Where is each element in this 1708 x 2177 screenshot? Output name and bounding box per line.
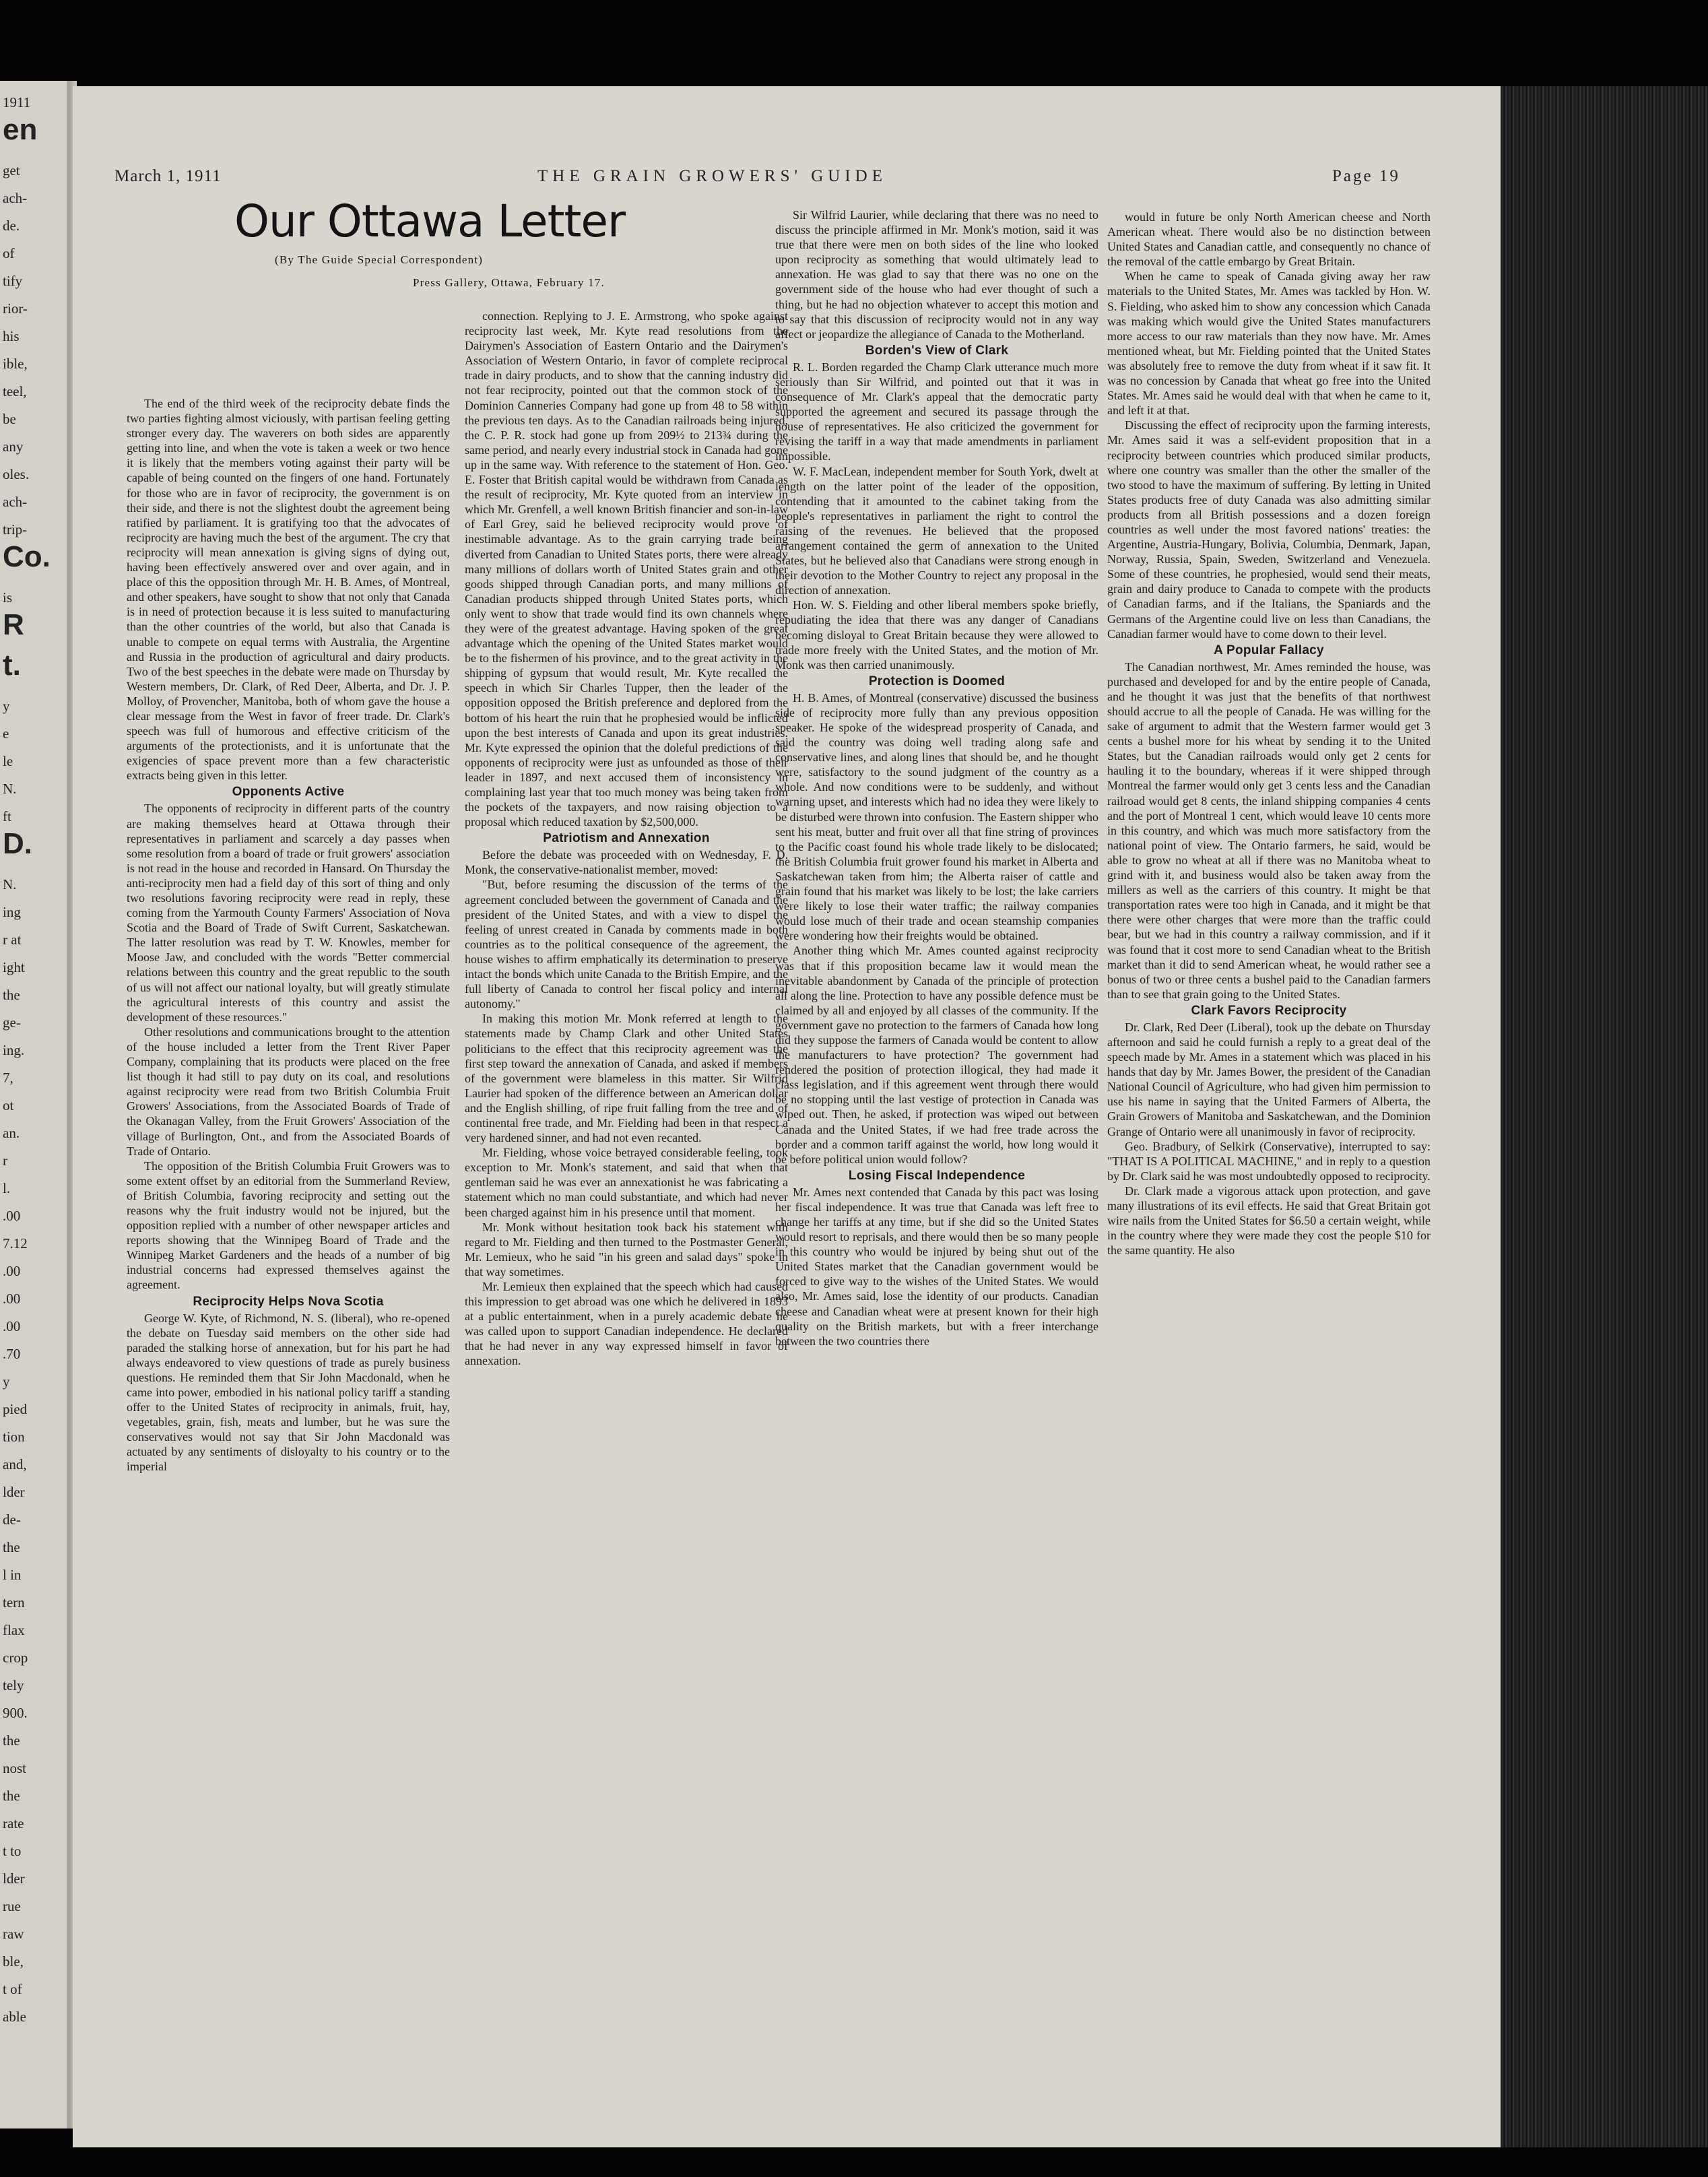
- left-page-fragment: N.: [3, 781, 17, 797]
- left-page-fragment: .00: [3, 1318, 21, 1334]
- left-page-fragment: e: [3, 725, 9, 742]
- left-page-fragment: .00: [3, 1263, 21, 1279]
- paragraph: connection. Replying to J. E. Armstrong, who spoke against reciprocity last week, Mr. Kyte read resolutions from the Dairymen's Association of Eastern Ontario and the Dairymen's Association of Western Ontario, in favor of complete reciprocal trade in dairy products, and to show that the canning industry did not fear reciprocity, pointed out that the common stock of the Dominion Canneries Company had gone up from 48 to 58 within the previous ten days. As to the Canadian railroads being injured, the C. P. R. stock had gone up from 209½ to 213¾ during the same period, and nearly every industrial stock in Canada had gone up in the same way. With reference to the statement of Hon. Geo. E. Foster that British capital would be withdrawn from Canada as the result of reciprocity, Mr. Kyte quoted from an interview in which Mr. Grenfell, a well known British financier and son-in-law of Earl Grey, said he believed reciprocity would prove of inestimable advantage. As to the grain carrying trade being diverted from Canadian to United States ports, there were already many millions of dollars worth of United States grain and other goods shipped through Canadian ports, and many millions of Canadian products shipped through United States ports, which only went to show that trade would find its own channels where they were of the greatest advantage. Having spoken of the great advantage which the opening of the United States market would be to the fishermen of his province, and to the great activity in the shipping of gypsum that would result, Mr. Kyte recalled the speech in which Sir Charles Tupper, then the leader of the opposition opposed the British preference and deplored from the bottom of his heart the ruin that he prophesied would be inflicted upon the best interests of Canada and upon its great industries. Mr. Kyte expressed the opinion that the doleful predictions of the opponents of reciprocity were just as unfounded as those of their leader in 1897, and next accused them of inconsistency in complaining last year that too much money was being taken from the pockets of the taxpayers, and now raising objection to a proposal which reduced taxation by $2,500,000.: [465, 309, 788, 829]
- text-column-2: [465, 308, 788, 1369]
- left-page-fragment: Co.: [3, 540, 51, 573]
- left-page-fragment: lder: [3, 1484, 25, 1500]
- left-page-fragment: lder: [3, 1871, 25, 1887]
- left-page-fragment: de.: [3, 218, 20, 234]
- left-page-fragment: the: [3, 1539, 20, 1555]
- left-page-fragment: l.: [3, 1180, 11, 1196]
- left-page-fragment: tely: [3, 1677, 24, 1693]
- section-heading: Clark Favors Reciprocity: [1191, 1003, 1347, 1018]
- left-page-fragment: the: [3, 1732, 20, 1749]
- left-page-fragment: able: [3, 2009, 26, 2025]
- left-page-fragment: y: [3, 698, 10, 714]
- left-page-fragment: .00: [3, 1291, 21, 1307]
- left-page-fragment: 7,: [3, 1070, 13, 1086]
- paragraph: Dr. Clark, Red Deer (Liberal), took up the debate on Thursday afternoon and said he could furnish a reply to a great deal of the speech made by Mr. Ames in a statement which was placed in his hands that day by Mr. James Bower, the president of the Canadian National Council of Agriculture, who had given him permission to use his name in saying that the United Farmers of Alberta, the Grain Growers of Manitoba and Saskatchewan, and the Dominion Grange of Ontario were all unanimously in favor of reciprocity.: [1107, 1020, 1431, 1138]
- left-page-fragment: de-: [3, 1512, 21, 1528]
- paragraph: The Canadian northwest, Mr. Ames reminded the house, was purchased and developed for and by the entire people of Canada, and he thought it was just that the benefits of that northwest should accrue to all the people of Canada. He was willing for the sake of argument to admit that the Western farmer would get 3 cents a bushel more for his wheat by sending it to the United States, but the Canadian railroads would only get 2 cents for hauling it to the boundary, whereas if it were shipped through Montreal the farmer would only get 3 cents less and the Canadian railroad would get 8 cents, the inland shipping companies 4 cents and the port of Montreal 1 cent, which would leave 10 cents more in this country, and which was much more satisfactory from the national point of view. The Ontario farmers, he said, would be able to grow no wheat at all if there was no Manitoba wheat to grind with it, and business would also be taken away from the millers as well as the carriers of this country. It might be that transportation rates were too high in Canada, and it might be that there were other charges that were more than the traffic could bear, but we had in this country a railway commission, and if it was found that it cost more to send Canadian wheat to the British market than it did to send American wheat, he would rather see a bonus of two or three cents a bushel paid to the Canadian farmers than to see that grain going to the United States.: [1107, 659, 1431, 1001]
- left-page-fragment: .70: [3, 1346, 21, 1362]
- left-page-fragment: t.: [3, 649, 21, 682]
- left-page-fragment: get: [3, 162, 20, 178]
- left-page-fragment: rate: [3, 1815, 24, 1831]
- book-page-stack: [1501, 86, 1708, 2147]
- left-page-fragment: pied: [3, 1401, 28, 1417]
- text-column-4: [1107, 209, 1431, 1258]
- left-page-fragment: y: [3, 1373, 10, 1390]
- left-page-fragment: the: [3, 1788, 20, 1804]
- left-page-fragment: ach-: [3, 494, 28, 510]
- left-page-fragment: tion: [3, 1429, 25, 1445]
- paragraph: Discussing the effect of reciprocity upon the farming interests, Mr. Ames said it was a self-evident proposition that in a reciprocity between countries which produced similar products, where one country was smaller than the other the smaller of the two stood to have the maximum of suffering. By letting in United States products free of duty Canada was also admitting similar products from all British possessions and a dozen foreign countries as well under the most favored nations' treaties: the Argentine, Austria-Hungary, Bolivia, Columbia, Denmark, Japan, Norway, Russia, Spain, Sweden, Switzerland and Venezuela. Some of these countries, he prophesied, would send their meats, grain and dairy produce to Canada to compete with the products of Canadian farms, and if the Italians, the Spaniards and the Germans of the Argentine could live on less than Canadians, the Canadian farmer would have to come down to their level.: [1107, 418, 1431, 641]
- left-page-fragment: tify: [3, 273, 23, 289]
- section-heading: Protection is Doomed: [868, 674, 1006, 688]
- left-page-fragment: ing.: [3, 1042, 25, 1058]
- left-page-fragment: ot: [3, 1097, 14, 1113]
- left-page-fragment: oles.: [3, 466, 30, 482]
- paragraph: would in future be only North American cheese and North American wheat. There would also be no distinction between United States and Canadian cattle, and consequently no chance of the removal of the cattle embargo by Great Britain.: [1107, 210, 1431, 269]
- section-heading: Reciprocity Helps Nova Scotia: [193, 1294, 384, 1309]
- paragraph: Geo. Bradbury, of Selkirk (Conservative), interrupted to say: "THAT IS A POLITICAL MACHINE," and in reply to a question by Dr. Clark said he was most undoubtedly opposed to reciprocity.: [1107, 1139, 1431, 1183]
- left-page-fragment: r at: [3, 932, 22, 948]
- section-heading: Opponents Active: [232, 785, 345, 800]
- paragraph: H. B. Ames, of Montreal (conservative) discussed the business side of reciprocity more fully than any previous opposition speaker. He spoke of the widespread prosperity of Canada, and said the country was doing well trading along safe and conservative lines, and along lines that should be, and he thought were, satisfactory to the sound judgment of the country as a whole. And now conditions were to be suddenly, and without warning upset, and interests which had no idea they were likely to be disturbed were thrown into confusion. The Eastern shipper who sent his meat, butter and fruit over all that fine string of provinces to the Pacific coast found his whole trade likely to be dislocated; the British Columbia fruit grower found his market in Alberta and Saskatchewan taken from him; the Alberta raiser of cattle and grain found that his market was likely to be lost; the lake carriers were likely to lose their water traffic; the railway companies would lose much of their trade and ocean steamship companies were wondering how their freights would be obtained.: [775, 690, 1098, 943]
- paragraph: Other resolutions and communications brought to the attention of the house included a letter from the Trent River Paper Company, complaining that its products were placed on the free list though it had still to pay duty on its coal, and resolutions against reciprocity were read from two British Columbia Fruit Growers' Associations, from the Associated Boards of Trade of the Okanagan Valley, from the Fruit Growers' Association of the village of Burlington, Ont., and from the Associated Boards of Trade of Ontario.: [127, 1025, 450, 1158]
- paragraph: "But, before resuming the discussion of the terms of the agreement concluded between the government of Canada and the president of the United States, and with a view to dispel the feeling of unrest created in Canada by comments made in both countries as to the political consequence of the agreement, the house wishes to affirm emphatically its determination to preserve intact the bonds which unite Canada to the British Empire, and the full liberty of Canada to control her fiscal policy and internal autonomy.": [465, 878, 788, 1011]
- left-page-fragment: ible,: [3, 356, 28, 372]
- left-page-fragment: le: [3, 753, 13, 769]
- paragraph: Sir Wilfrid Laurier, while declaring that there was no need to discuss the principle affirmed in Mr. Monk's motion, said it was true that there were men on both sides of the line who looked upon reciprocity as something that would ultimately lead to annexation. He was glad to say that there was no one on the government side of the house who had ever thought of such a thing, but he had no objection whatever to accept this motion and to say that this discussion of reciprocity would not in any way affect or jeopardize the allegiance of Canada to the Motherland.: [775, 208, 1098, 341]
- section-heading: A Popular Fallacy: [1214, 643, 1324, 657]
- article-dateline: Press Gallery, Ottawa, February 17.: [413, 276, 605, 289]
- text-column-1: [127, 396, 450, 1474]
- section-heading: Patriotism and Annexation: [543, 831, 710, 846]
- paragraph: The opponents of reciprocity in different parts of the country are making themselves heard at Ottawa through their representatives in parliament and scarcely a day passes when some resolution from a board of trade or fruit growers' association is not read in the house and recorded in Hansard. On Thursday the anti-reciprocity men had a field day of this sort of thing and only two resolutions favoring reciprocity were read in reply, these coming from the Yarmouth County Farmers' Association of Nova Scotia and the Board of Trade of Swift Current, Saskatchewan. The latter resolution was read by T. W. Knowles, member for Moose Jaw, and concluded with the words "Better commercial relations between this country and the great republic to the south of us will not affect our national loyalty, but will greatly stimulate the agricultural interests of this country and assist the development of these resources.": [127, 802, 450, 1024]
- left-page-fragment: the: [3, 987, 20, 1003]
- paragraph: Mr. Monk without hesitation took back his statement with regard to Mr. Fielding and then turned to the Postmaster General, Mr. Lemieux, who he said "in his green and salad days" spoke in that way sometimes.: [465, 1220, 788, 1278]
- paragraph: W. F. MacLean, independent member for South York, dwelt at length on the latter point of the leader of the opposition, contending that it amounted to the cabinet taking from the people's representatives in parliament the right to control the raising of the revenues. He believed that the proposed arrangement contained the germ of annexation to the United States, but he believed also that Canadians were strong enough in their devotion to the Mother Country to reject any proposal in the direction of annexation.: [775, 464, 1098, 597]
- paragraph: Mr. Ames next contended that Canada by this pact was losing her fiscal independence. It was true that Canada was left free to change her tariffs at any time, but if she did so the United States would resort to reprisals, and there would then be so many people in this country who would be injured by being shut out of the United States market that the Canadian government would be forced to give way to the wishes of the United States. We would also, Mr. Ames said, lose the identity of our products. Canadian cheese and Canadian wheat were at present known for their high quality on the British markets, but with a freer interchange between the two countries there: [775, 1185, 1098, 1348]
- left-page-fragment: be: [3, 411, 16, 427]
- running-header: [73, 167, 1501, 194]
- header-page-number: Page 19: [1332, 167, 1400, 185]
- left-page-fragment: .00: [3, 1208, 21, 1224]
- left-page-fragment: 900.: [3, 1705, 28, 1721]
- section-heading: Borden's View of Clark: [865, 343, 1009, 358]
- left-page-fragment: ft: [3, 808, 11, 824]
- left-page-fragment: any: [3, 438, 24, 455]
- left-page-fragment: ach-: [3, 190, 28, 206]
- left-page-fragment: and,: [3, 1456, 27, 1472]
- left-page-fragment: ge-: [3, 1014, 21, 1031]
- left-page-fragment: 1911: [3, 94, 31, 110]
- adjacent-left-page: [0, 81, 71, 2129]
- left-page-fragment: r: [3, 1152, 7, 1169]
- paragraph: The opposition of the British Columbia Fruit Growers was to some extent offset by an editorial from the Summerland Review, of British Columbia, favoring reciprocity and setting out the reasons why the fruit industry would not be injured, but the opposition replied with a number of other newspaper articles and reports showing that the Winnipeg Board of Trade and the Winnipeg Market Gardeners and the heads of a number of big industrial concerns had expressed themselves against the agreement.: [127, 1159, 450, 1292]
- left-page-fragment: t to: [3, 1843, 22, 1859]
- left-page-fragment: l in: [3, 1567, 22, 1583]
- paragraph: Mr. Fielding, whose voice betrayed considerable feeling, took exception to Mr. Monk's statement, and said that when that gentleman said he was ever an annexationist he was fabricating a statement which no man could substantiate, and which had never been charged against him in his presence until that moment.: [465, 1146, 788, 1219]
- paragraph: R. L. Borden regarded the Champ Clark utterance much more seriously than Sir Wilfrid, and pointed out that it was in consequence of Mr. Clark's appeal that the democratic party supported the agreement and secured its passage through the house of representatives. He also criticized the government for revising the tariff in a way that made amendments in parliament impossible.: [775, 360, 1098, 463]
- left-page-fragment: ble,: [3, 1953, 24, 1970]
- left-page-fragment: ing: [3, 904, 21, 920]
- article-byline: (By The Guide Special Correspondent): [275, 253, 484, 266]
- left-page-fragment: R: [3, 608, 24, 641]
- newspaper-page: [73, 86, 1501, 2147]
- left-page-fragment: raw: [3, 1926, 24, 1942]
- paragraph: Before the debate was proceeded with on Wednesday, F. D. Monk, the conservative-nationalist member, moved:: [465, 848, 788, 877]
- left-page-fragment: rior-: [3, 300, 28, 317]
- text-column-3: [775, 207, 1098, 1349]
- paragraph: In making this motion Mr. Monk referred at length to the statements made by Champ Clark and other United States politicians to the effect that this reciprocity agreement was the first step toward the annexation of Canada, and asked if members of the government were blameless in this matter. Sir Wilfrid Laurier had spoken of the difference between an American dollar and the English shilling, of ripe fruit falling from the tree and of continental free trade, and Mr. Fielding had been in that respect a very hardened sinner, and had not even recanted.: [465, 1012, 788, 1145]
- left-page-fragment: rue: [3, 1898, 21, 1914]
- left-page-fragment: en: [3, 113, 38, 146]
- paragraph: Mr. Lemieux then explained that the speech which had caused this impression to get abroad was one which he delivered in 1893 at a public entertainment, when in a purely academic debate he was called upon to support Canadian independence. He declared that he had never in any way expressed himself in favor of annexation.: [465, 1280, 788, 1368]
- left-page-fragment: nost: [3, 1760, 27, 1776]
- left-page-fragment: teel,: [3, 383, 27, 399]
- left-page-fragment: crop: [3, 1650, 28, 1666]
- paragraph: The end of the third week of the reciprocity debate finds the two parties fighting almost viciously, with partisan feeling getting stronger every day. The waverers on both sides are apparently getting into line, and when the vote is taken a week or two hence it is likely that the members voting against their party will be capable of being counted on the fingers of one hand. Fortunately for those who are in favor of reciprocity, the government is on their side, and there is not the slightest doubt the agreement being ratified by parliament. It is gratifying too that the advocates of reciprocity are having much the best of the argument. The cry that reciprocity will mean annexation is giving signs of dying out, having been effectively answered over and over again, and in place of this the opposition through Mr. H. B. Ames, of Montreal, and other speakers, have sought to show that not only that Canada is in need of protection because it is less suited to manufacturing than the other countries of the world, but also that Canada is unable to compete on equal terms with Australia, the Argentine and Russia in the production of agricultural and dairy products. Two of the best speeches in the debate were made on Thursday by Western members, Dr. Clark, of Red Deer, Alberta, and Dr. J. P. Molloy, of Provencher, Manitoba, both of whom gave the house a clear message from the West in favor of freer trade. Dr. Clark's speech was full of humorous and effective criticism of the arguments of the protectionists, and it is unfortunate that the exigencies of space prevent more than a few characteristic extracts being given in this letter.: [127, 397, 450, 783]
- header-publication: THE GRAIN GROWERS' GUIDE: [537, 167, 888, 185]
- paragraph: Another thing which Mr. Ames counted against reciprocity was that if this proposition became law it would mean the inevitable abandonment by Canada of the principle of protection all along the line. Protection to have any possible defence must be claimed by all and enjoyed by all classes of the community. If the government gave no protection to the farmers of Canada how long did they suppose the farmers of Canada would be content to allow the manufacturers to have protection? The government had rendered the position of protection illogical, they had made it class legislation, and if this agreement went through there would be no stopping until the last vestige of protection in Canada was wiped out. Then, he asked, if protection was wiped out between Canada and the United States, if we had free trade across the border and a common tariff against the world, how long would it be before political union would follow?: [775, 944, 1098, 1166]
- left-page-fragment: trip-: [3, 521, 28, 538]
- left-page-fragment: is: [3, 589, 13, 606]
- paragraph: Hon. W. S. Fielding and other liberal members spoke briefly, repudiating the idea that there was any danger of Canadians becoming disloyal to Great Britain because they were allowed to trade more freely with the United States, and the motion of Mr. Monk was then carried unanimously.: [775, 598, 1098, 672]
- section-heading: Losing Fiscal Independence: [848, 1168, 1026, 1183]
- left-page-fragment: 7.12: [3, 1235, 28, 1252]
- left-page-fragment: N.: [3, 876, 17, 892]
- left-page-fragment: tern: [3, 1594, 25, 1611]
- left-page-fragment: t of: [3, 1981, 22, 1997]
- left-page-fragment: an.: [3, 1125, 20, 1141]
- article-title: Our Ottawa Letter: [234, 195, 626, 247]
- paragraph: Dr. Clark made a vigorous attack upon protection, and gave many illustrations of its evil effects. He said that Great Britain got wire nails from the United States for $6.50 a certain weight, while in the country where they were made they cost the people $10 for the same quantity. He also: [1107, 1183, 1431, 1258]
- left-page-fragment: D.: [3, 827, 32, 860]
- paragraph: George W. Kyte, of Richmond, N. S. (liberal), who re-opened the debate on Tuesday said members on the other side had paraded the stalking horse of annexation, but for his part he had always endeavored to view questions of trade as purely business questions. He reminded them that Sir John Macdonald, when he came into power, embodied in his national policy tariff a standing offer to the United States of reciprocity in animals, fruit, hay, vegetables, grain, fish, meats and lumber, but he was sure the conservatives would not say that Sir John Macdonald was actuated by any sentiments of disloyalty to his country or to the imperial: [127, 1311, 450, 1474]
- paragraph: When he came to speak of Canada giving away her raw materials to the United States, Mr. Ames was tackled by Hon. W. S. Fielding, who asked him to show any concession which Canada was making which would give the United States manufacturers more access to our raw materials than they now have. Mr. Ames mentioned wheat, but Mr. Fielding pointed that the United States was absolutely free to remove the duty from wheat if it saw fit. It was no concession by Canada that wheat go free into the United States. Mr. Ames said he would deal with that when he came to it, and left it at that.: [1107, 269, 1431, 418]
- left-page-fragment: ight: [3, 959, 25, 975]
- header-date: March 1, 1911: [114, 167, 222, 185]
- left-page-fragment: flax: [3, 1622, 25, 1638]
- left-page-fragment: of: [3, 245, 15, 261]
- left-page-fragment: his: [3, 328, 20, 344]
